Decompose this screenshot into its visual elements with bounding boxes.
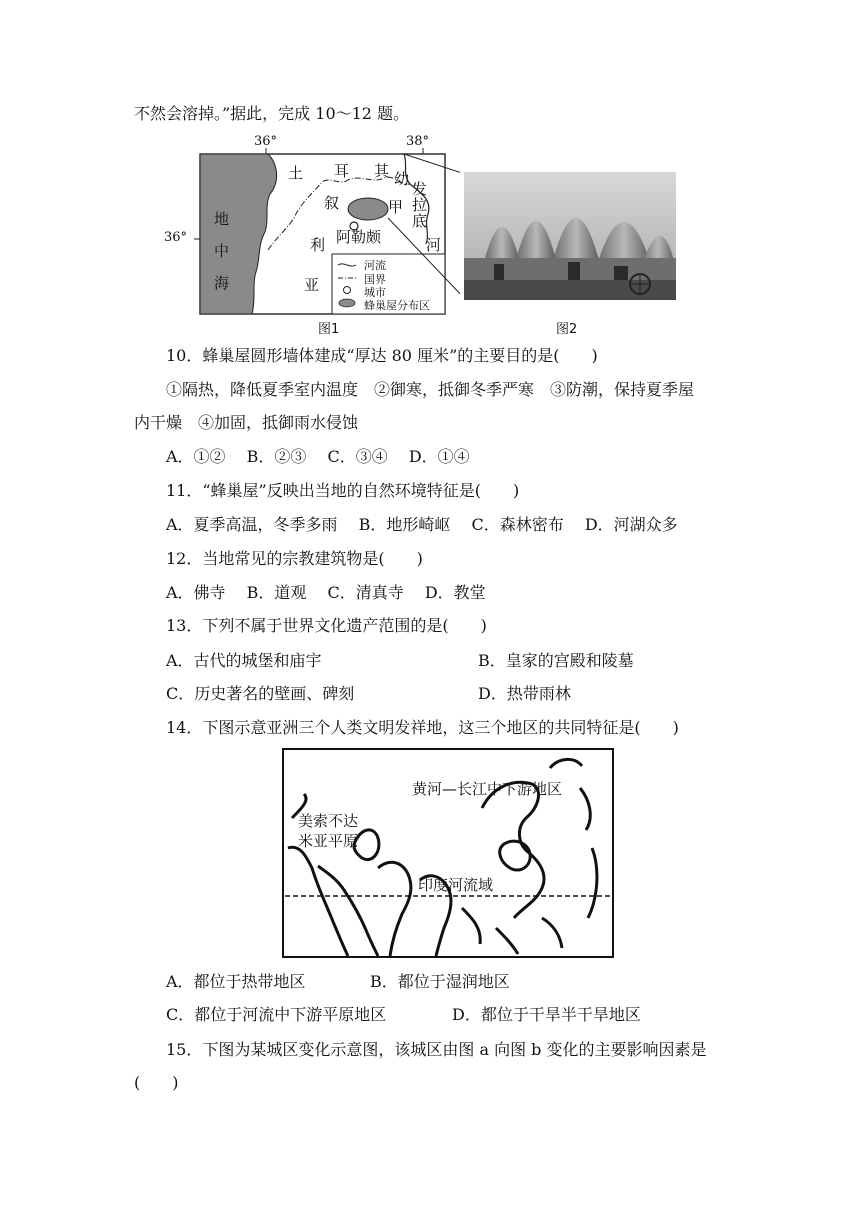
- q14-option-d: D．都位于干旱半干旱地区: [452, 1005, 641, 1024]
- label-di2: 底: [412, 212, 428, 230]
- q12-stem: 12．当地常见的宗教建筑物是( ): [166, 549, 423, 568]
- label-you: 幼: [394, 170, 410, 188]
- label-xu: 叙: [324, 194, 340, 212]
- q11-stem: 11．“蜂巢屋”反映出当地的自然环境特征是( ): [166, 481, 520, 500]
- q10-items-line2: 内干燥 ④加固，抵御雨水侵蚀: [134, 413, 359, 432]
- label-ya: 亚: [304, 276, 320, 294]
- q11-options: A．夏季高温，冬季多雨 B．地形崎岖 C．森林密布 D．河湖众多: [166, 515, 678, 534]
- lat-36-label: 36°: [164, 230, 188, 245]
- q10-stem: 10．蜂巢屋圆形墙体建成“厚达 80 厘米”的主要目的是( ): [166, 346, 598, 365]
- label-qi: 其: [374, 162, 390, 180]
- figure-2-caption: 图2: [556, 322, 578, 337]
- q15-stem-line2: ( ): [134, 1073, 179, 1092]
- legend-beehive-area: 蜂巢屋分布区: [364, 299, 430, 312]
- q14-stem: 14．下图示意亚洲三个人类文明发祥地，这三个地区的共同特征是( ): [166, 718, 679, 737]
- q10-options: A．①② B．②③ C．③④ D．①④: [166, 447, 470, 466]
- q13-option-c: C．历史著名的壁画、碑刻: [166, 684, 355, 703]
- label-huanghe-changjiang: 黄河—长江中下游地区: [412, 780, 563, 798]
- q13-option-d: D．热带雨林: [478, 684, 571, 703]
- label-fa: 发: [412, 180, 428, 198]
- label-zhong: 中: [214, 242, 230, 260]
- figure-1-caption: 图1: [318, 322, 340, 337]
- lon-36-label: 36°: [254, 134, 278, 149]
- q14-option-a: A．都位于热带地区: [166, 972, 306, 991]
- label-he: 河: [426, 236, 442, 254]
- beehive-houses-illustration: [464, 172, 676, 300]
- label-er: 耳: [334, 162, 350, 180]
- label-hai: 海: [214, 274, 230, 292]
- figure-q14-map: [282, 748, 614, 958]
- q12-options: A．佛寺 B．道观 C．清真寺 D．教堂: [166, 583, 486, 602]
- label-indus: 印度河流域: [418, 876, 494, 894]
- figure-2-photo: [464, 172, 676, 300]
- legend-border: 国界: [364, 273, 386, 286]
- label-li: 利: [310, 236, 326, 254]
- label-jia: 甲: [388, 198, 404, 216]
- figure-1-map: [160, 134, 460, 334]
- label-mesopotamia-1: 美索不达: [298, 812, 359, 830]
- q15-stem-line1: 15．下图为某城区变化示意图，该城区由图 a 向图 b 变化的主要影响因素是: [166, 1040, 707, 1059]
- lon-38-label: 38°: [406, 134, 430, 149]
- q10-items-line1: ①隔热，降低夏季室内温度 ②御寒，抵御冬季严寒 ③防潮，保持夏季屋: [166, 380, 695, 399]
- label-la: 拉: [412, 196, 428, 214]
- label-city: 阿勒颇: [336, 228, 382, 246]
- q13-stem: 13．下列不属于世界文化遗产范围的是( ): [166, 616, 487, 635]
- q14-option-c: C．都位于河流中下游平原地区: [166, 1005, 387, 1024]
- q14-option-b: B．都位于湿润地区: [370, 972, 510, 991]
- q13-option-b: B．皇家的宫殿和陵墓: [478, 651, 634, 670]
- label-tu: 土: [288, 164, 304, 182]
- intro-line: 不然会溶掉。”据此，完成 10～12 题。: [134, 104, 410, 123]
- legend-city: 城市: [364, 286, 386, 299]
- legend-river: 河流: [364, 259, 386, 272]
- q13-option-a: A．古代的城堡和庙宇: [166, 651, 322, 670]
- label-mesopotamia-2: 米亚平原: [298, 832, 359, 850]
- label-di: 地: [214, 210, 230, 228]
